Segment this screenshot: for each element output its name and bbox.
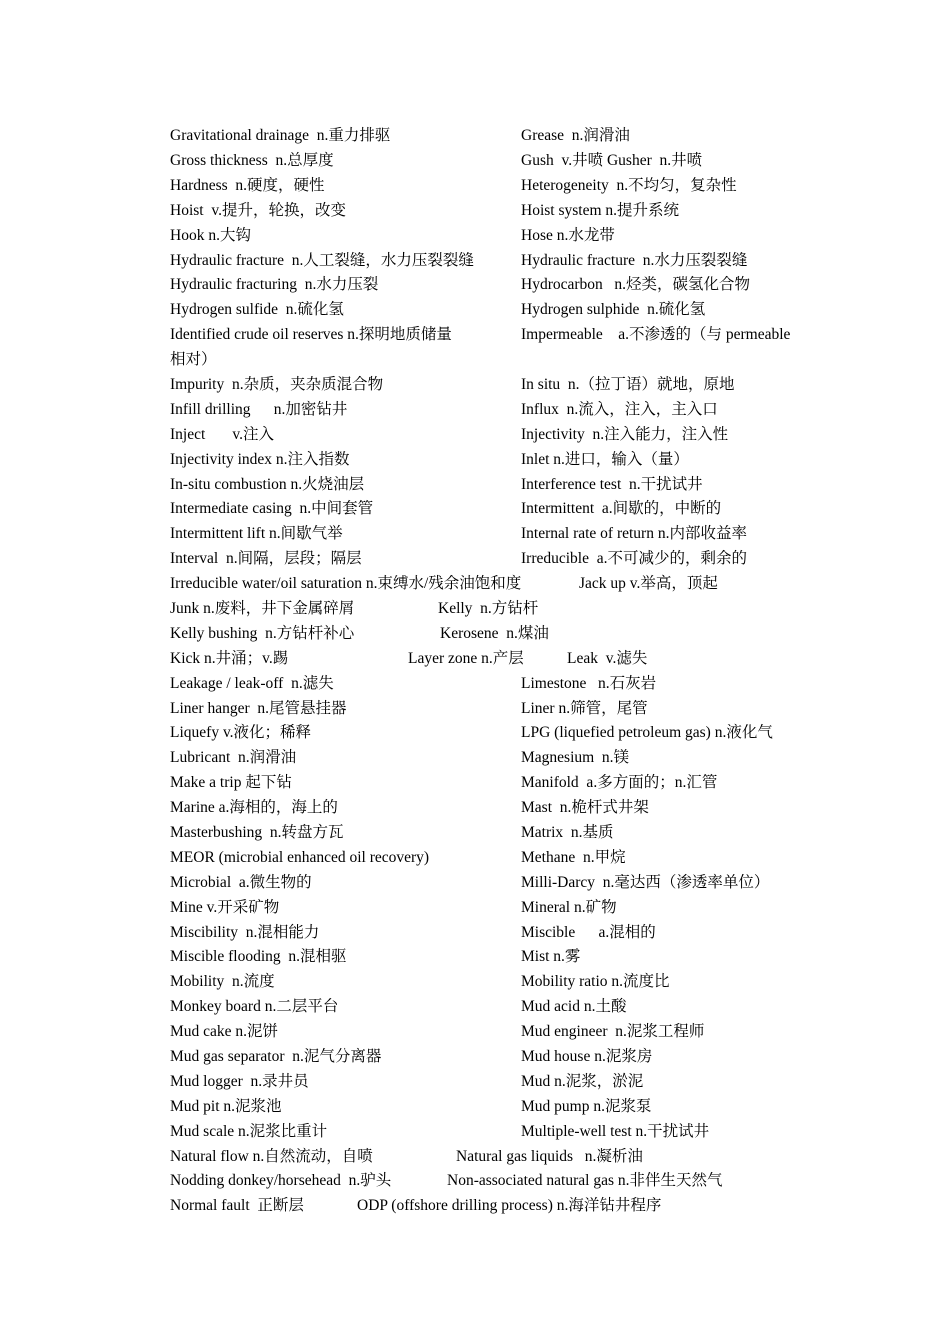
entry-hose: Hose n.水龙带 bbox=[521, 227, 615, 244]
entry-mast: Mast n.桅杆式井架 bbox=[521, 799, 649, 816]
entry-hoist-system: Hoist system n.提升系统 bbox=[521, 202, 680, 219]
entry-liner: Liner n.筛管，尾管 bbox=[521, 700, 648, 717]
entry-leakage: Leakage / leak-off n.滤失 bbox=[170, 675, 334, 692]
entry-hook: Hook n.大钩 bbox=[170, 227, 251, 244]
entry-intermittent: Intermittent a.间歇的，中断的 bbox=[521, 500, 722, 517]
entry-identified-reserves: Identified crude oil reserves n.探明地质储量 bbox=[170, 326, 452, 343]
entry-meor: MEOR (microbial enhanced oil recovery) bbox=[170, 849, 430, 866]
entry-miscibility: Miscibility n.混相能力 bbox=[170, 924, 320, 941]
entry-influx: Influx n.流入，注入，主入口 bbox=[521, 401, 718, 418]
entry-mud-house: Mud house n.泥浆房 bbox=[521, 1048, 653, 1065]
entry-hydrogen-sulphide: Hydrogen sulphide n.硫化氢 bbox=[521, 301, 706, 318]
entry-hydraulic-fracturing: Hydraulic fracturing n.水力压裂 bbox=[170, 276, 379, 293]
entry-kelly-bushing: Kelly bushing n.方钻杆补心 bbox=[170, 625, 355, 642]
entry-kick: Kick n.井涌；v.踢 bbox=[170, 650, 289, 667]
entry-impermeable-continuation: 相对） bbox=[170, 351, 217, 368]
entry-layer-zone: Layer zone n.产层 bbox=[408, 650, 524, 667]
entry-in-situ-combustion: In-situ combustion n.火烧油层 bbox=[170, 476, 365, 493]
entry-microbial: Microbial a.微生物的 bbox=[170, 874, 312, 891]
entry-odp: ODP (offshore drilling process) n.海洋钻井程序 bbox=[357, 1197, 662, 1214]
entry-mud-cake: Mud cake n.泥饼 bbox=[170, 1023, 279, 1040]
entry-injectivity-index: Injectivity index n.注入指数 bbox=[170, 451, 350, 468]
entry-monkey-board: Monkey board n.二层平台 bbox=[170, 998, 339, 1015]
entry-liner-hanger: Liner hanger n.尾管悬挂器 bbox=[170, 700, 347, 717]
entry-natural-gas-liquids: Natural gas liquids n.凝析油 bbox=[456, 1148, 643, 1165]
entry-inject: Inject v.注入 bbox=[170, 426, 275, 443]
entry-natural-flow: Natural flow n.自然流动，自喷 bbox=[170, 1148, 373, 1165]
entry-interference-test: Interference test n.干扰试井 bbox=[521, 476, 703, 493]
entry-irreducible: Irreducible a.不可减少的，剩余的 bbox=[521, 550, 747, 567]
entry-mud: Mud n.泥浆，淤泥 bbox=[521, 1073, 644, 1090]
entry-limestone: Limestone n.石灰岩 bbox=[521, 675, 657, 692]
entry-nodding-donkey: Nodding donkey/horsehead n.驴头 bbox=[170, 1172, 392, 1189]
entry-liquefy: Liquefy v.液化；稀释 bbox=[170, 724, 312, 741]
entry-milli-darcy: Milli-Darcy n.毫达西（渗透率单位） bbox=[521, 874, 770, 891]
entry-hydrogen-sulfide: Hydrogen sulfide n.硫化氢 bbox=[170, 301, 344, 318]
entry-mist: Mist n.雾 bbox=[521, 948, 581, 965]
entry-impurity: Impurity n.杂质，夹杂质混合物 bbox=[170, 376, 384, 393]
entry-lpg: LPG (liquefied petroleum gas) n.液化气 bbox=[521, 724, 773, 741]
entry-mineral: Mineral n.矿物 bbox=[521, 899, 617, 916]
entry-mud-gas-separator: Mud gas separator n.泥气分离器 bbox=[170, 1048, 382, 1065]
entry-mud-acid: Mud acid n.土酸 bbox=[521, 998, 627, 1015]
entry-intermediate-casing: Intermediate casing n.中间套管 bbox=[170, 500, 374, 517]
entry-hydrocarbon: Hydrocarbon n.烃类，碳氢化合物 bbox=[521, 276, 751, 293]
entry-normal-fault: Normal fault 正断层 bbox=[170, 1197, 304, 1214]
entry-hydraulic-fracture-2: Hydraulic fracture n.水力压裂裂缝 bbox=[521, 252, 748, 269]
entry-interval: Interval n.间隔，层段；隔层 bbox=[170, 550, 362, 567]
entry-gush: Gush v.井喷 Gusher n.井喷 bbox=[521, 152, 703, 169]
entry-miscible-flooding: Miscible flooding n.混相驱 bbox=[170, 948, 347, 965]
entry-internal-rate-of-return: Internal rate of return n.内部收益率 bbox=[521, 525, 747, 542]
entry-grease: Grease n.润滑油 bbox=[521, 127, 630, 144]
entry-manifold: Manifold a.多方面的；n.汇管 bbox=[521, 774, 718, 791]
entry-mobility-ratio: Mobility ratio n.流度比 bbox=[521, 973, 670, 990]
entry-make-a-trip: Make a trip 起下钻 bbox=[170, 774, 292, 791]
entry-miscible: Miscible a.混相的 bbox=[521, 924, 656, 941]
entry-jack-up: Jack up v.举高，顶起 bbox=[579, 575, 718, 592]
entry-in-situ: In situ n.（拉丁语）就地，原地 bbox=[521, 376, 735, 393]
entry-matrix: Matrix n.基质 bbox=[521, 824, 614, 841]
entry-hoist: Hoist v.提升，轮换，改变 bbox=[170, 202, 346, 219]
entry-mud-pump: Mud pump n.泥浆泵 bbox=[521, 1098, 652, 1115]
entry-hardness: Hardness n.硬度，硬性 bbox=[170, 177, 325, 194]
entry-heterogeneity: Heterogeneity n.不均匀，复杂性 bbox=[521, 177, 737, 194]
entry-impermeable: Impermeable a.不渗透的（与 permeable bbox=[521, 326, 791, 343]
entry-irreducible-saturation: Irreducible water/oil saturation n.束缚水/残余油饱和度 bbox=[170, 575, 522, 592]
entry-mud-logger: Mud logger n.录井员 bbox=[170, 1073, 309, 1090]
entry-non-associated-gas: Non-associated natural gas n.非伴生天然气 bbox=[447, 1172, 723, 1189]
entry-gross-thickness: Gross thickness n.总厚度 bbox=[170, 152, 334, 169]
entry-junk: Junk n.废料，井下金属碎屑 bbox=[170, 600, 355, 617]
entry-mud-pit: Mud pit n.泥浆池 bbox=[170, 1098, 282, 1115]
entry-mud-scale: Mud scale n.泥浆比重计 bbox=[170, 1123, 328, 1140]
entry-infill-drilling: Infill drilling n.加密钻井 bbox=[170, 401, 348, 418]
entry-inlet: Inlet n.进口，输入（量） bbox=[521, 451, 689, 468]
entry-marine: Marine a.海相的，海上的 bbox=[170, 799, 338, 816]
entry-magnesium: Magnesium n.镁 bbox=[521, 749, 630, 766]
entry-masterbushing: Masterbushing n.转盘方瓦 bbox=[170, 824, 344, 841]
entry-intermittent-lift: Intermittent lift n.间歇气举 bbox=[170, 525, 343, 542]
entry-mobility: Mobility n.流度 bbox=[170, 973, 275, 990]
entry-kerosene: Kerosene n.煤油 bbox=[440, 625, 549, 642]
entry-mud-engineer: Mud engineer n.泥浆工程师 bbox=[521, 1023, 705, 1040]
entry-gravitational-drainage: Gravitational drainage n.重力排驱 bbox=[170, 127, 391, 144]
entry-kelly: Kelly n.方钻杆 bbox=[438, 600, 539, 617]
entry-methane: Methane n.甲烷 bbox=[521, 849, 626, 866]
entry-lubricant: Lubricant n.润滑油 bbox=[170, 749, 297, 766]
entry-mine: Mine v.开采矿物 bbox=[170, 899, 280, 916]
entry-hydraulic-fracture-1: Hydraulic fracture n.人工裂缝，水力压裂裂缝 bbox=[170, 252, 474, 269]
entry-leak: Leak v.滤失 bbox=[567, 650, 648, 667]
entry-multiple-well-test: Multiple-well test n.干扰试井 bbox=[521, 1123, 710, 1140]
entry-injectivity: Injectivity n.注入能力，注入性 bbox=[521, 426, 729, 443]
